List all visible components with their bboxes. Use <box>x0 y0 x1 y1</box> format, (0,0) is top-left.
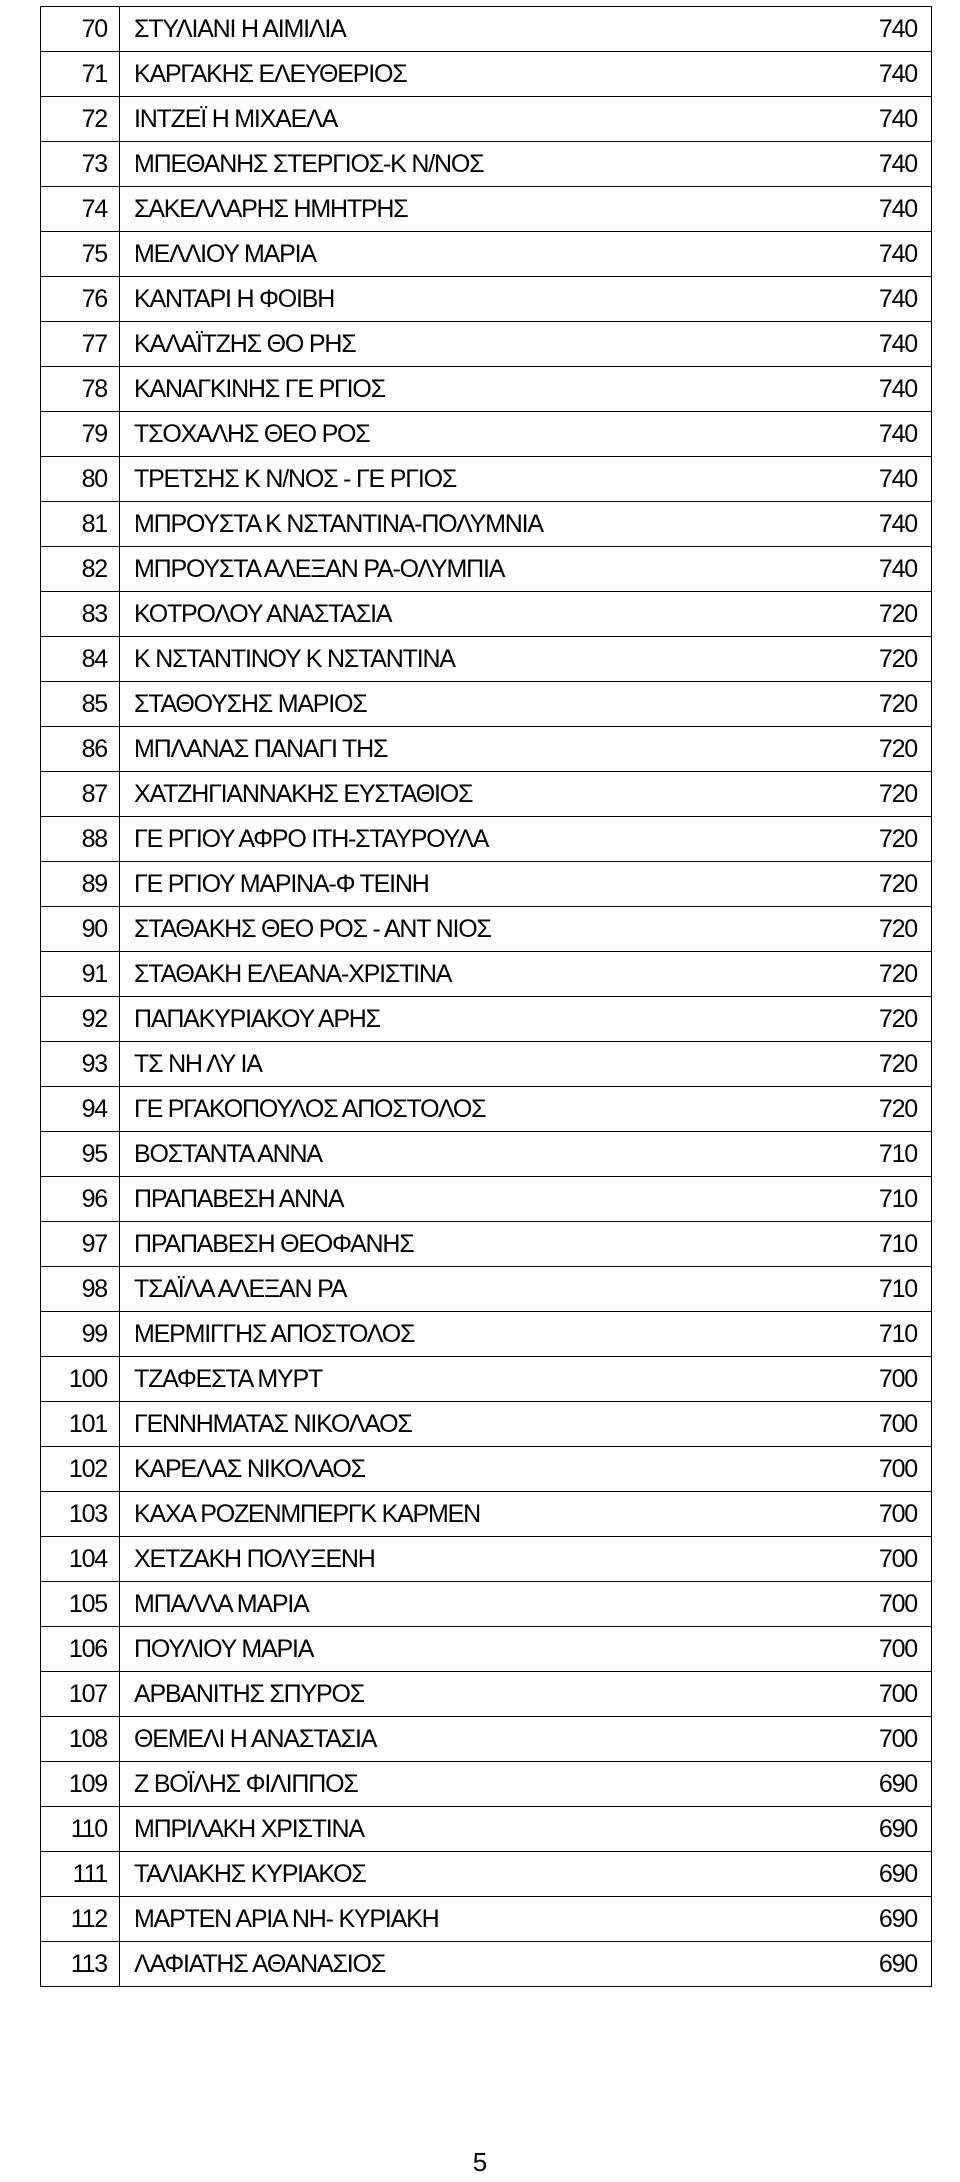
name-cell: ΣΤΥΛΙΑΝΙ Η ΑΙΜΙΛΙΑ <box>120 7 820 52</box>
score-cell: 720 <box>819 772 932 817</box>
score-cell: 700 <box>819 1402 932 1447</box>
table-row <box>41 1582 932 1627</box>
table-row <box>41 1672 932 1717</box>
rank-cell: 71 <box>41 52 120 97</box>
score-cell: 710 <box>819 1222 932 1267</box>
name-cell: ΜΠΛΑΝΑΣ ΠΑΝΑΓΙ ΤΗΣ <box>120 727 820 772</box>
name-cell: ΠΡΑΠΑΒΕΣΗ ΑΝΝΑ <box>120 1177 820 1222</box>
rank-cell: 79 <box>41 412 120 457</box>
table-row <box>41 907 932 952</box>
rank-cell: 100 <box>41 1357 120 1402</box>
name-cell: ΜΕΛΛΙΟΥ ΜΑΡΙΑ <box>120 232 820 277</box>
table-row <box>41 952 932 997</box>
score-cell: 740 <box>819 52 932 97</box>
score-cell: 700 <box>819 1717 932 1762</box>
rank-cell: 83 <box>41 592 120 637</box>
table-row <box>41 772 932 817</box>
score-cell: 720 <box>819 952 932 997</box>
rank-cell: 107 <box>41 1672 120 1717</box>
rank-cell: 112 <box>41 1897 120 1942</box>
rank-cell: 88 <box>41 817 120 862</box>
rank-cell: 87 <box>41 772 120 817</box>
ranking-table-body <box>41 7 932 1987</box>
score-cell: 720 <box>819 1087 932 1132</box>
name-cell: ΚΑΝΑΓΚΙΝΗΣ ΓΕ ΡΓΙΟΣ <box>120 367 820 412</box>
rank-cell: 80 <box>41 457 120 502</box>
rank-cell: 90 <box>41 907 120 952</box>
table-row <box>41 1807 932 1852</box>
table-row <box>41 7 932 52</box>
table-row <box>41 1042 932 1087</box>
table-row <box>41 502 932 547</box>
name-cell: ΣΤΑΘΟΥΣΗΣ ΜΑΡΙΟΣ <box>120 682 820 727</box>
name-cell: ΜΠΡΟΥΣΤΑ Κ ΝΣΤΑΝΤΙΝΑ-ΠΟΛΥΜΝΙΑ <box>120 502 820 547</box>
rank-cell: 106 <box>41 1627 120 1672</box>
rank-cell: 105 <box>41 1582 120 1627</box>
rank-cell: 77 <box>41 322 120 367</box>
score-cell: 720 <box>819 637 932 682</box>
table-row <box>41 412 932 457</box>
rank-cell: 113 <box>41 1942 120 1987</box>
score-cell: 740 <box>819 367 932 412</box>
name-cell: ΜΠΡΙΛΑΚΗ ΧΡΙΣΤΙΝΑ <box>120 1807 820 1852</box>
table-row <box>41 1897 932 1942</box>
score-cell: 740 <box>819 232 932 277</box>
table-row <box>41 1447 932 1492</box>
rank-cell: 85 <box>41 682 120 727</box>
score-cell: 720 <box>819 592 932 637</box>
table-row <box>41 187 932 232</box>
name-cell: ΣΤΑΘΑΚΗ ΕΛΕΑΝΑ-ΧΡΙΣΤΙΝΑ <box>120 952 820 997</box>
score-cell: 720 <box>819 817 932 862</box>
rank-cell: 108 <box>41 1717 120 1762</box>
rank-cell: 78 <box>41 367 120 412</box>
table-row <box>41 727 932 772</box>
name-cell: ΘΕΜΕΛΙ Η ΑΝΑΣΤΑΣΙΑ <box>120 1717 820 1762</box>
score-cell: 720 <box>819 1042 932 1087</box>
score-cell: 700 <box>819 1582 932 1627</box>
rank-cell: 102 <box>41 1447 120 1492</box>
rank-cell: 73 <box>41 142 120 187</box>
name-cell: ΤΡΕΤΣΗΣ Κ Ν/ΝΟΣ - ΓΕ ΡΓΙΟΣ <box>120 457 820 502</box>
name-cell: ΤΣ ΝΗ ΛΥ ΙΑ <box>120 1042 820 1087</box>
name-cell: ΤΑΛΙΑΚΗΣ ΚΥΡΙΑΚΟΣ <box>120 1852 820 1897</box>
table-row <box>41 277 932 322</box>
score-cell: 700 <box>819 1447 932 1492</box>
table-row <box>41 547 932 592</box>
name-cell: ΤΣΟΧΑΛΗΣ ΘΕΟ ΡΟΣ <box>120 412 820 457</box>
page-number: 5 <box>472 2147 488 2177</box>
table-row <box>41 142 932 187</box>
score-cell: 720 <box>819 727 932 772</box>
name-cell: ΛΑΦΙΑΤΗΣ ΑΘΑΝΑΣΙΟΣ <box>120 1942 820 1987</box>
rank-cell: 110 <box>41 1807 120 1852</box>
score-cell: 740 <box>819 457 932 502</box>
rank-cell: 70 <box>41 7 120 52</box>
score-cell: 700 <box>819 1537 932 1582</box>
rank-cell: 75 <box>41 232 120 277</box>
name-cell: ΧΕΤΖΑΚΗ ΠΟΛΥΞΕΝΗ <box>120 1537 820 1582</box>
score-cell: 720 <box>819 862 932 907</box>
name-cell: ΚΑΝΤΑΡΙ Η ΦΟΙΒΗ <box>120 277 820 322</box>
rank-cell: 81 <box>41 502 120 547</box>
name-cell: ΤΖΑΦΕΣΤΑ ΜΥΡΤ <box>120 1357 820 1402</box>
score-cell: 700 <box>819 1672 932 1717</box>
table-row <box>41 997 932 1042</box>
score-cell: 740 <box>819 142 932 187</box>
name-cell: ΓΕ ΡΓΑΚΟΠΟΥΛΟΣ ΑΠΟΣΤΟΛΟΣ <box>120 1087 820 1132</box>
rank-cell: 76 <box>41 277 120 322</box>
score-cell: 720 <box>819 997 932 1042</box>
score-cell: 720 <box>819 907 932 952</box>
table-row <box>41 1267 932 1312</box>
rank-cell: 103 <box>41 1492 120 1537</box>
name-cell: ΑΡΒΑΝΙΤΗΣ ΣΠΥΡΟΣ <box>120 1672 820 1717</box>
name-cell: Κ ΝΣΤΑΝΤΙΝΟΥ Κ ΝΣΤΑΝΤΙΝΑ <box>120 637 820 682</box>
score-cell: 720 <box>819 682 932 727</box>
table-row <box>41 1357 932 1402</box>
table-row <box>41 637 932 682</box>
table-row <box>41 1852 932 1897</box>
table-row <box>41 1492 932 1537</box>
table-row <box>41 682 932 727</box>
score-cell: 690 <box>819 1897 932 1942</box>
rank-cell: 91 <box>41 952 120 997</box>
name-cell: ΣΑΚΕΛΛΑΡΗΣ ΗΜΗΤΡΗΣ <box>120 187 820 232</box>
rank-cell: 111 <box>41 1852 120 1897</box>
score-cell: 700 <box>819 1627 932 1672</box>
name-cell: ΜΕΡΜΙΓΓΗΣ ΑΠΟΣΤΟΛΟΣ <box>120 1312 820 1357</box>
score-cell: 710 <box>819 1132 932 1177</box>
name-cell: ΓΕ ΡΓΙΟΥ ΜΑΡΙΝΑ-Φ ΤΕΙΝΗ <box>120 862 820 907</box>
rank-cell: 97 <box>41 1222 120 1267</box>
rank-cell: 82 <box>41 547 120 592</box>
rank-cell: 86 <box>41 727 120 772</box>
rank-cell: 101 <box>41 1402 120 1447</box>
table-row <box>41 97 932 142</box>
name-cell: ΓΕ ΡΓΙΟΥ ΑΦΡΟ ΙΤΗ-ΣΤΑΥΡΟΥΛΑ <box>120 817 820 862</box>
table-row <box>41 1132 932 1177</box>
name-cell: ΜΠΑΛΛΑ ΜΑΡΙΑ <box>120 1582 820 1627</box>
rank-cell: 94 <box>41 1087 120 1132</box>
score-cell: 740 <box>819 277 932 322</box>
rank-cell: 96 <box>41 1177 120 1222</box>
score-cell: 690 <box>819 1942 932 1987</box>
name-cell: ΠΑΠΑΚΥΡΙΑΚΟΥ ΑΡΗΣ <box>120 997 820 1042</box>
rank-cell: 72 <box>41 97 120 142</box>
score-cell: 740 <box>819 97 932 142</box>
rank-cell: 104 <box>41 1537 120 1582</box>
table-row <box>41 817 932 862</box>
score-cell: 690 <box>819 1852 932 1897</box>
score-cell: 690 <box>819 1762 932 1807</box>
ranking-table <box>40 6 932 1987</box>
name-cell: ΓΕΝΝΗΜΑΤΑΣ ΝΙΚΟΛΑΟΣ <box>120 1402 820 1447</box>
rank-cell: 89 <box>41 862 120 907</box>
name-cell: ΚΑΡΕΛΑΣ ΝΙΚΟΛΑΟΣ <box>120 1447 820 1492</box>
table-row <box>41 862 932 907</box>
name-cell: ΜΠΡΟΥΣΤΑ ΑΛΕΞΑΝ ΡΑ-ΟΛΥΜΠΙΑ <box>120 547 820 592</box>
name-cell: ΠΡΑΠΑΒΕΣΗ ΘΕΟΦΑΝΗΣ <box>120 1222 820 1267</box>
table-row <box>41 1537 932 1582</box>
name-cell: ΚΑΛΑΪΤΖΗΣ ΘΟ ΡΗΣ <box>120 322 820 367</box>
table-row <box>41 592 932 637</box>
table-row <box>41 1942 932 1987</box>
name-cell: ΜΠΕΘΑΝΗΣ ΣΤΕΡΓΙΟΣ-Κ Ν/ΝΟΣ <box>120 142 820 187</box>
score-cell: 690 <box>819 1807 932 1852</box>
score-cell: 700 <box>819 1357 932 1402</box>
name-cell: Ζ ΒΟΪΛΗΣ ΦΙΛΙΠΠΟΣ <box>120 1762 820 1807</box>
rank-cell: 109 <box>41 1762 120 1807</box>
table-row <box>41 1627 932 1672</box>
name-cell: ΚΑΡΓΑΚΗΣ ΕΛΕΥΘΕΡΙΟΣ <box>120 52 820 97</box>
score-cell: 740 <box>819 7 932 52</box>
score-cell: 710 <box>819 1312 932 1357</box>
table-row <box>41 1762 932 1807</box>
table-row <box>41 52 932 97</box>
table-row <box>41 1222 932 1267</box>
table-row <box>41 1717 932 1762</box>
name-cell: ΣΤΑΘΑΚΗΣ ΘΕΟ ΡΟΣ - ΑΝΤ ΝΙΟΣ <box>120 907 820 952</box>
name-cell: ΒΟΣΤΑΝΤΑ ΑΝΝΑ <box>120 1132 820 1177</box>
table-row <box>41 367 932 412</box>
name-cell: ΚΑΧΑ ΡΟΖΕΝΜΠΕΡΓΚ ΚΑΡΜΕΝ <box>120 1492 820 1537</box>
score-cell: 700 <box>819 1492 932 1537</box>
rank-cell: 95 <box>41 1132 120 1177</box>
table-row <box>41 1087 932 1132</box>
rank-cell: 98 <box>41 1267 120 1312</box>
score-cell: 740 <box>819 547 932 592</box>
name-cell: ΜΑΡΤΕΝ ΑΡΙΑ ΝΗ- ΚΥΡΙΑΚΗ <box>120 1897 820 1942</box>
table-row <box>41 1312 932 1357</box>
score-cell: 740 <box>819 502 932 547</box>
rank-cell: 84 <box>41 637 120 682</box>
rank-cell: 93 <box>41 1042 120 1087</box>
name-cell: ΚΟΤΡΟΛΟΥ ΑΝΑΣΤΑΣΙΑ <box>120 592 820 637</box>
rank-cell: 99 <box>41 1312 120 1357</box>
score-cell: 740 <box>819 412 932 457</box>
name-cell: ΙΝΤΖΕΪ Η ΜΙΧΑΕΛΑ <box>120 97 820 142</box>
score-cell: 710 <box>819 1267 932 1312</box>
rank-cell: 92 <box>41 997 120 1042</box>
rank-cell: 74 <box>41 187 120 232</box>
name-cell: ΤΣΑΪΛΑ ΑΛΕΞΑΝ ΡΑ <box>120 1267 820 1312</box>
table-row <box>41 457 932 502</box>
name-cell: ΧΑΤΖΗΓΙΑΝΝΑΚΗΣ ΕΥΣΤΑΘΙΟΣ <box>120 772 820 817</box>
score-cell: 740 <box>819 322 932 367</box>
score-cell: 710 <box>819 1177 932 1222</box>
table-row <box>41 232 932 277</box>
name-cell: ΠΟΥΛΙΟΥ ΜΑΡΙΑ <box>120 1627 820 1672</box>
table-row <box>41 1402 932 1447</box>
table-row <box>41 322 932 367</box>
score-cell: 740 <box>819 187 932 232</box>
table-row <box>41 1177 932 1222</box>
